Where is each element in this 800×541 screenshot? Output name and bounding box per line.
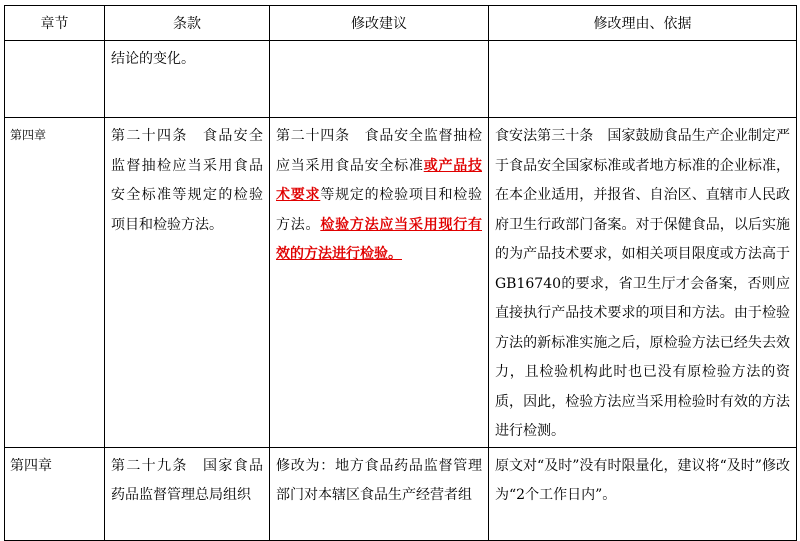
suggestion-original-text: 等规定的检验项目和检验方法。 — [276, 187, 483, 233]
table-header-row — [5, 6, 797, 41]
suggestion-cell — [270, 447, 489, 540]
chapter-cell — [5, 118, 105, 448]
table-row — [5, 41, 797, 118]
clause-cell — [105, 118, 270, 448]
table-row — [5, 447, 797, 540]
suggestion-cell — [270, 118, 489, 448]
header-chapter: 章节 — [5, 6, 105, 41]
header-clause: 条款 — [105, 6, 270, 41]
reason-text: 食安法第三十条 国家鼓励食品生产企业制定严于食品安全国家标准或者地方标准的企业标准，在本企业适用，并报省、自治区、直辖市人民政府卫生行政部门备案。对于保健食品，以后实施的为产品技术要求，如相关项目限度或方法高于GB16740的要求，省卫生厅才会备案，否则应直接执行产品技术要求的项目和方法。由于检验方法的新标准实施之后，原检验方法已经失去效力，且检验机构此时也已没有原检验方法的资质，因此，检验方法应当采用检验时有效的方法进行检测。 — [495, 128, 790, 439]
clause-cell — [105, 41, 270, 118]
revision-table — [4, 5, 797, 541]
clause-text: 结论的变化。 — [111, 51, 195, 67]
suggestion-text: 修改为：地方食品药品监督管理部门对本辖区食品生产经营者组 — [276, 457, 482, 503]
reason-cell — [489, 118, 797, 448]
reason-text: 原文对“及时”没有时限量化，建议将“及时”修改为“2个工作日内”。 — [495, 457, 790, 503]
reason-cell — [489, 447, 797, 540]
suggestion-text — [270, 118, 488, 270]
suggestion-original-text: 第二十四条 食品安全监督抽检应当采用食品安全标准 — [276, 128, 482, 174]
table-row — [5, 118, 797, 448]
suggestion-added-text: 检验方法应当采用现行有效的方法进行检验。 — [276, 216, 483, 262]
chapter-cell — [5, 41, 105, 118]
suggestion-cell — [270, 41, 489, 118]
reason-cell — [489, 41, 797, 118]
chapter-label: 第四章 — [10, 457, 52, 474]
clause-cell — [105, 447, 270, 540]
chapter-label: 第四章 — [10, 128, 47, 142]
suggestion-added-text: 或产品技术要求 — [276, 157, 483, 203]
header-suggestion: 修改建议 — [270, 6, 489, 41]
chapter-cell — [5, 447, 105, 540]
header-reason: 修改理由、依据 — [489, 6, 797, 41]
clause-text: 第二十四条 食品安全监督抽检应当采用食品安全标准等规定的检验项目和检验方法。 — [111, 128, 263, 233]
clause-text: 第二十九条 国家食品药品监督管理总局组织 — [111, 457, 263, 503]
